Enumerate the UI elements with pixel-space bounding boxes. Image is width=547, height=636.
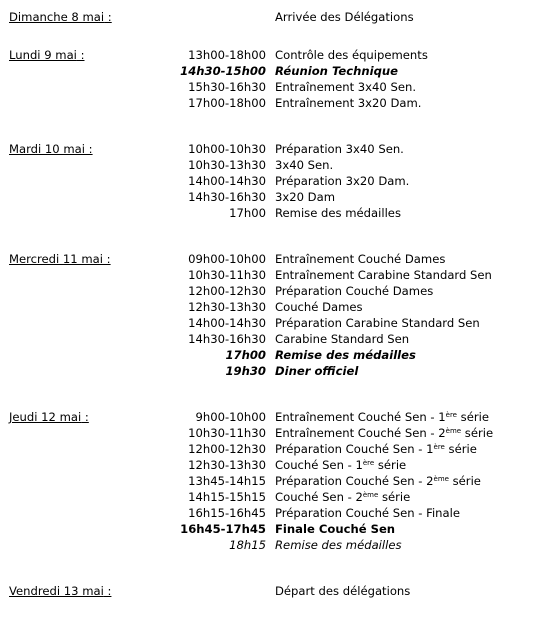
ordinal-superscript: ème <box>362 491 379 499</box>
schedule-row <box>0 489 547 505</box>
event-description <box>275 63 398 79</box>
event-text: série <box>444 442 477 456</box>
event-description <box>275 205 401 221</box>
schedule-row <box>0 425 547 441</box>
schedule-row <box>0 583 547 599</box>
day-label <box>9 9 112 25</box>
schedule-row <box>0 347 547 363</box>
day-label-text: Lundi 9 mai <box>9 48 77 62</box>
event-description <box>275 267 492 283</box>
event-description <box>275 9 414 25</box>
schedule-row <box>0 537 547 553</box>
time-range: 14h00-14h30 <box>188 316 266 330</box>
event-text: Entraînement Couché Sen - 1 <box>275 410 446 424</box>
event-text: 3x20 Dam <box>275 190 336 204</box>
event-text: 3x40 Sen. <box>275 158 334 172</box>
event-text: Remise des médailles <box>275 348 416 362</box>
event-text: série <box>374 458 407 472</box>
schedule-row <box>0 315 547 331</box>
schedule-row <box>0 457 547 473</box>
day-label <box>9 251 111 267</box>
event-text: Entraînement 3x40 Sen. <box>275 80 416 94</box>
event-description <box>275 363 358 379</box>
schedule-row <box>0 95 547 111</box>
time-range: 10h00-10h30 <box>188 142 266 156</box>
event-description <box>275 521 395 537</box>
event-text: série <box>448 474 481 488</box>
event-text: Préparation Couché Sen - 2 <box>275 474 434 488</box>
event-description <box>275 79 416 95</box>
event-description <box>275 299 363 315</box>
day-label <box>9 47 85 63</box>
day-section <box>0 251 547 379</box>
schedule-row <box>0 157 547 173</box>
schedule-row <box>0 283 547 299</box>
event-text: Arrivée des Délégations <box>275 10 414 24</box>
event-text: Entraînement Carabine Standard Sen <box>275 268 492 282</box>
day-label <box>9 583 111 599</box>
schedule-row <box>0 441 547 457</box>
time-range: 19h30 <box>225 364 266 378</box>
time-range: 18h15 <box>229 538 266 552</box>
schedule-row <box>0 47 547 63</box>
day-label-colon: : <box>76 48 85 62</box>
time-range: 17h00-18h00 <box>188 96 266 110</box>
event-description <box>275 505 460 521</box>
time-range: 13h45-14h15 <box>188 474 266 488</box>
event-text: Entraînement Couché Dames <box>275 252 446 266</box>
event-text: Couché Sen - 1 <box>275 458 363 472</box>
day-label <box>9 409 89 425</box>
schedule-row <box>0 521 547 537</box>
event-text: Entraînement Couché Sen - 2 <box>275 426 446 440</box>
day-label-text: Vendredi 13 mai <box>9 584 104 598</box>
event-description <box>275 331 409 347</box>
time-range: 16h15-16h45 <box>188 506 266 520</box>
event-description <box>275 157 333 173</box>
schedule-row <box>0 267 547 283</box>
event-text: Préparation 3x40 Sen. <box>275 142 404 156</box>
event-description <box>275 473 481 489</box>
schedule-row <box>0 505 547 521</box>
event-description <box>275 583 410 599</box>
time-range: 14h30-16h30 <box>188 190 266 204</box>
schedule-row <box>0 363 547 379</box>
time-range: 14h30-16h30 <box>188 332 266 346</box>
schedule <box>0 9 547 599</box>
time-range: 12h00-12h30 <box>188 442 266 456</box>
event-description <box>275 95 421 111</box>
ordinal-superscript: ème <box>445 427 462 435</box>
time-range: 14h15-15h15 <box>188 490 266 504</box>
event-text: Préparation Couché Dames <box>275 284 434 298</box>
time-range: 10h30-13h30 <box>188 158 266 172</box>
day-label-text: Mercredi 11 mai <box>9 252 103 266</box>
event-text: Contrôle des équipements <box>275 48 428 62</box>
day-label-colon: : <box>104 10 112 24</box>
event-description <box>275 347 416 363</box>
event-description <box>275 141 404 157</box>
schedule-row <box>0 473 547 489</box>
time-range: 12h00-12h30 <box>188 284 266 298</box>
time-range: 15h30-16h30 <box>188 80 266 94</box>
day-section <box>0 47 547 111</box>
ordinal-superscript: ème <box>433 475 449 483</box>
day-label-colon: : <box>85 142 93 156</box>
event-description <box>275 47 428 63</box>
event-text: Finale Couché Sen <box>275 522 396 536</box>
event-text: Départ des délégations <box>275 584 411 598</box>
day-section <box>0 141 547 221</box>
ordinal-superscript: ère <box>433 443 445 451</box>
event-text: Préparation 3x20 Dam. <box>275 174 410 188</box>
event-text: Couché Dames <box>275 300 363 314</box>
time-range: 13h00-18h00 <box>188 48 266 62</box>
time-range: 09h00-10h00 <box>188 252 266 266</box>
event-text: Remise des médailles <box>275 206 401 220</box>
day-section <box>0 409 547 553</box>
event-description <box>275 457 406 473</box>
time-range: 10h30-11h30 <box>188 268 266 282</box>
event-text: Carabine Standard Sen <box>275 332 410 346</box>
time-range: 17h00 <box>225 348 266 362</box>
event-text: Préparation Couché Sen - Finale <box>275 506 460 520</box>
time-range: 17h00 <box>229 206 266 220</box>
schedule-row <box>0 251 547 267</box>
event-description <box>275 189 335 205</box>
time-range: 12h30-13h30 <box>188 300 266 314</box>
event-description <box>275 537 402 553</box>
ordinal-superscript: ère <box>362 459 375 467</box>
day-label-text: Dimanche 8 mai <box>9 10 105 24</box>
event-text: Entraînement 3x20 Dam. <box>275 96 422 110</box>
schedule-row <box>0 141 547 157</box>
event-description <box>275 489 410 505</box>
time-range: 10h30-11h30 <box>188 426 266 440</box>
event-description <box>275 441 477 457</box>
schedule-row <box>0 63 547 79</box>
day-label-text: Jeudi 12 mai <box>9 410 82 424</box>
event-description <box>275 409 489 425</box>
event-text: Couché Sen - 2 <box>275 490 363 504</box>
day-section <box>0 9 547 25</box>
time-range: 12h30-13h30 <box>188 458 266 472</box>
schedule-row <box>0 189 547 205</box>
schedule-row <box>0 205 547 221</box>
event-text: série <box>457 410 489 424</box>
day-label <box>9 141 93 157</box>
day-label-colon: : <box>103 252 111 266</box>
schedule-row <box>0 79 547 95</box>
event-text: Préparation Carabine Standard Sen <box>275 316 480 330</box>
schedule-row <box>0 299 547 315</box>
event-text: série <box>378 490 411 504</box>
event-text: Préparation Couché Sen - 1 <box>275 442 434 456</box>
day-section <box>0 583 547 599</box>
event-description <box>275 425 493 441</box>
event-text: Réunion Technique <box>275 64 398 78</box>
event-description <box>275 173 409 189</box>
time-range: 9h00-10h00 <box>195 410 266 424</box>
time-range: 14h30-15h00 <box>180 64 266 78</box>
event-text: série <box>461 426 494 440</box>
time-range: 16h45-17h45 <box>180 522 266 536</box>
time-range: 14h00-14h30 <box>188 174 266 188</box>
schedule-row <box>0 331 547 347</box>
event-description <box>275 251 445 267</box>
event-text: Remise des médailles <box>275 538 402 552</box>
schedule-row <box>0 409 547 425</box>
day-label-text: Mardi 10 mai <box>9 142 85 156</box>
event-text: Diner officiel <box>275 364 359 378</box>
schedule-row <box>0 173 547 189</box>
day-label-colon: : <box>103 584 112 598</box>
day-label-colon: : <box>81 410 89 424</box>
event-description <box>275 283 433 299</box>
ordinal-superscript: ère <box>445 411 457 419</box>
schedule-row <box>0 9 547 25</box>
event-description <box>275 315 480 331</box>
